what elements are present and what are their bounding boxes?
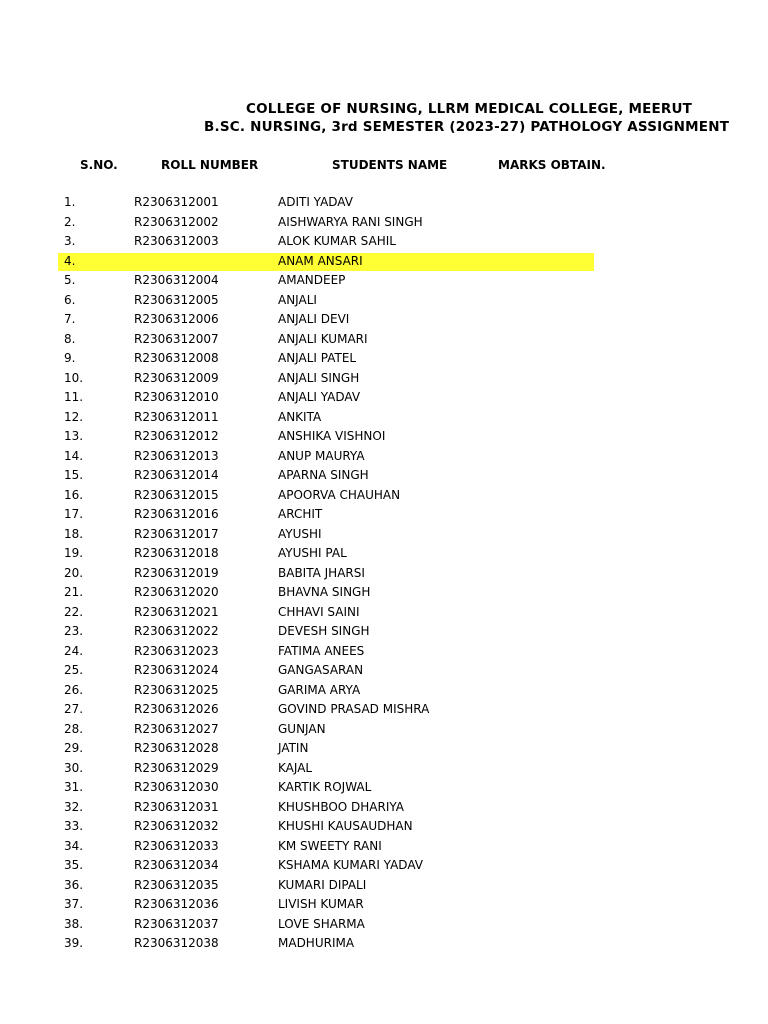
cell-student-name: ANJALI KUMARI xyxy=(278,331,368,346)
table-row xyxy=(0,349,768,369)
table-row xyxy=(0,759,768,779)
table-row xyxy=(0,525,768,545)
cell-sno: 3. xyxy=(64,234,76,248)
cell-sno: 35. xyxy=(64,858,84,872)
cell-student-name: GOVIND PRASAD MISHRA xyxy=(278,702,430,716)
table-row xyxy=(0,408,768,428)
cell-sno: 37. xyxy=(64,897,84,911)
cell-sno: 2. xyxy=(64,214,76,229)
cell-student-name: APOORVA CHAUHAN xyxy=(278,487,401,502)
cell-sno: 15. xyxy=(64,468,84,482)
cell-student-name: ARCHIT xyxy=(278,507,323,521)
cell-roll-number: R2306312004 xyxy=(134,273,219,287)
cell-sno: 14. xyxy=(64,448,84,463)
cell-student-name: AYUSHI PAL xyxy=(278,546,347,560)
table-row xyxy=(0,544,768,564)
cell-student-name: FATIMA ANEES xyxy=(278,643,365,658)
cell-roll-number: R2306312012 xyxy=(134,429,219,443)
cell-sno: 21. xyxy=(64,585,84,599)
cell-roll-number: R2306312033 xyxy=(134,838,219,853)
cell-student-name: ANJALI PATEL xyxy=(278,351,357,365)
cell-roll-number: R2306312016 xyxy=(134,507,219,521)
cell-sno: 1. xyxy=(64,195,76,209)
table-row xyxy=(0,388,768,408)
cell-student-name: AMANDEEP xyxy=(278,273,346,287)
cell-roll-number: R2306312003 xyxy=(134,234,219,248)
cell-student-name: DEVESH SINGH xyxy=(278,624,370,638)
cell-sno: 6. xyxy=(64,292,76,307)
table-row xyxy=(0,915,768,935)
cell-student-name: KM SWEETY RANI xyxy=(278,838,382,853)
cell-roll-number: R2306312032 xyxy=(134,819,219,833)
table-row xyxy=(0,583,768,603)
cell-student-name: KHUSHBOO DHARIYA xyxy=(278,799,404,814)
cell-student-name: ANKITA xyxy=(278,409,322,424)
cell-roll-number: R2306312031 xyxy=(134,799,219,814)
cell-student-name: ANJALI xyxy=(278,292,317,307)
cell-student-name: AISHWARYA RANI SINGH xyxy=(278,214,423,229)
cell-roll-number: R2306312011 xyxy=(134,409,219,424)
cell-student-name: BHAVNA SINGH xyxy=(278,585,371,599)
table-row xyxy=(0,856,768,876)
cell-student-name: ANSHIKA VISHNOI xyxy=(278,429,386,443)
cell-roll-number: R2306312013 xyxy=(134,448,219,463)
cell-roll-number: R2306312002 xyxy=(134,214,219,229)
cell-sno: 5. xyxy=(64,273,76,287)
column-header-students-name: STUDENTS NAME xyxy=(332,158,448,172)
cell-student-name: LIVISH KUMAR xyxy=(278,897,364,911)
cell-roll-number: R2306312023 xyxy=(134,643,219,658)
cell-student-name: ALOK KUMAR SAHIL xyxy=(278,234,396,248)
cell-sno: 30. xyxy=(64,760,84,775)
cell-sno: 32. xyxy=(64,799,84,814)
table-row xyxy=(0,369,768,389)
cell-sno: 27. xyxy=(64,702,84,716)
table-row xyxy=(0,837,768,857)
cell-roll-number: R2306312021 xyxy=(134,604,219,619)
cell-sno: 28. xyxy=(64,721,84,736)
cell-roll-number: R2306312010 xyxy=(134,390,219,404)
cell-sno: 23. xyxy=(64,624,84,638)
cell-roll-number: R2306312038 xyxy=(134,936,219,950)
table-row xyxy=(0,895,768,915)
cell-sno: 20. xyxy=(64,565,84,580)
table-row xyxy=(0,720,768,740)
table-row xyxy=(0,505,768,525)
cell-roll-number: R2306312014 xyxy=(134,468,219,482)
cell-sno: 4. xyxy=(64,253,76,268)
cell-sno: 18. xyxy=(64,526,84,541)
cell-roll-number: R2306312020 xyxy=(134,585,219,599)
cell-sno: 10. xyxy=(64,370,84,385)
cell-roll-number: R2306312022 xyxy=(134,624,219,638)
table-row xyxy=(0,193,768,213)
document-title-line2: B.SC. NURSING, 3rd SEMESTER (2023-27) PATHOLOGY ASSIGNMENT xyxy=(204,119,730,135)
cell-student-name: KAJAL xyxy=(278,760,313,775)
cell-student-name: ANJALI DEVI xyxy=(278,312,350,326)
cell-roll-number: R2306312028 xyxy=(134,741,219,755)
cell-student-name: MADHURIMA xyxy=(278,936,355,950)
cell-sno: 36. xyxy=(64,877,84,892)
cell-roll-number: R2306312026 xyxy=(134,702,219,716)
cell-roll-number: R2306312015 xyxy=(134,487,219,502)
cell-sno: 29. xyxy=(64,741,84,755)
cell-sno: 34. xyxy=(64,838,84,853)
column-header-sno: S.NO. xyxy=(80,158,118,172)
cell-roll-number: R2306312018 xyxy=(134,546,219,560)
cell-sno: 33. xyxy=(64,819,84,833)
cell-roll-number: R2306312035 xyxy=(134,877,219,892)
cell-roll-number: R2306312008 xyxy=(134,351,219,365)
cell-roll-number: R2306312001 xyxy=(134,195,219,209)
table-row xyxy=(0,466,768,486)
cell-sno: 19. xyxy=(64,546,84,560)
cell-sno: 31. xyxy=(64,780,84,794)
table-row xyxy=(0,876,768,896)
table-row xyxy=(0,700,768,720)
column-header-marks-obtain: MARKS OBTAIN. xyxy=(498,158,606,172)
cell-sno: 25. xyxy=(64,663,84,677)
cell-student-name: ANJALI YADAV xyxy=(278,390,361,404)
table-row xyxy=(0,213,768,233)
student-list xyxy=(0,193,768,954)
cell-sno: 9. xyxy=(64,351,76,365)
table-row xyxy=(0,486,768,506)
cell-student-name: KARTIK ROJWAL xyxy=(278,780,372,794)
table-row xyxy=(0,739,768,759)
cell-student-name: CHHAVI SAINI xyxy=(278,604,360,619)
document-title-line1: COLLEGE OF NURSING, LLRM MEDICAL COLLEGE, MEERUT xyxy=(246,101,693,117)
cell-sno: 39. xyxy=(64,936,84,950)
cell-student-name: KUMARI DIPALI xyxy=(278,877,367,892)
cell-roll-number: R2306312006 xyxy=(134,312,219,326)
cell-student-name: KHUSHI KAUSAUDHAN xyxy=(278,819,413,833)
cell-student-name: GARIMA ARYA xyxy=(278,682,361,697)
table-row xyxy=(0,681,768,701)
cell-roll-number: R2306312017 xyxy=(134,526,219,541)
table-row xyxy=(0,661,768,681)
cell-roll-number: R2306312027 xyxy=(134,721,219,736)
table-row xyxy=(0,564,768,584)
cell-roll-number: R2306312029 xyxy=(134,760,219,775)
cell-roll-number: R2306312036 xyxy=(134,897,219,911)
cell-roll-number: R2306312025 xyxy=(134,682,219,697)
cell-roll-number: R2306312009 xyxy=(134,370,219,385)
cell-roll-number: R2306312030 xyxy=(134,780,219,794)
table-row xyxy=(0,622,768,642)
table-row xyxy=(0,330,768,350)
cell-sno: 22. xyxy=(64,604,84,619)
cell-sno: 11. xyxy=(64,390,84,404)
table-row xyxy=(0,778,768,798)
table-row-highlighted xyxy=(0,252,768,272)
cell-roll-number: R2306312005 xyxy=(134,292,219,307)
cell-roll-number: R2306312034 xyxy=(134,858,219,872)
table-row xyxy=(0,291,768,311)
table-row xyxy=(0,817,768,837)
cell-roll-number: R2306312019 xyxy=(134,565,219,580)
cell-student-name: AYUSHI xyxy=(278,526,322,541)
cell-sno: 38. xyxy=(64,916,84,931)
cell-sno: 12. xyxy=(64,409,84,424)
table-row xyxy=(0,427,768,447)
cell-student-name: ANJALI SINGH xyxy=(278,370,360,385)
table-row xyxy=(0,603,768,623)
cell-student-name: ANAM ANSARI xyxy=(278,253,363,268)
cell-sno: 26. xyxy=(64,682,84,697)
table-row xyxy=(0,310,768,330)
column-header-roll-number: ROLL NUMBER xyxy=(161,158,259,172)
cell-student-name: APARNA SINGH xyxy=(278,468,369,482)
table-row xyxy=(0,447,768,467)
cell-student-name: GUNJAN xyxy=(278,721,326,736)
cell-sno: 17. xyxy=(64,507,84,521)
table-row xyxy=(0,642,768,662)
cell-student-name: GANGASARAN xyxy=(278,663,364,677)
cell-student-name: JATIN xyxy=(278,741,309,755)
cell-student-name: KSHAMA KUMARI YADAV xyxy=(278,858,423,872)
table-row xyxy=(0,232,768,252)
cell-sno: 7. xyxy=(64,312,76,326)
cell-roll-number: R2306312024 xyxy=(134,663,219,677)
table-row xyxy=(0,798,768,818)
cell-sno: 13. xyxy=(64,429,84,443)
cell-roll-number: R2306312007 xyxy=(134,331,219,346)
cell-roll-number: R2306312037 xyxy=(134,916,219,931)
cell-student-name: ANUP MAURYA xyxy=(278,448,365,463)
cell-sno: 16. xyxy=(64,487,84,502)
table-row xyxy=(0,934,768,954)
table-row xyxy=(0,271,768,291)
cell-student-name: ADITI YADAV xyxy=(278,195,353,209)
cell-sno: 8. xyxy=(64,331,76,346)
cell-student-name: LOVE SHARMA xyxy=(278,916,365,931)
cell-sno: 24. xyxy=(64,643,84,658)
cell-student-name: BABITA JHARSI xyxy=(278,565,365,580)
